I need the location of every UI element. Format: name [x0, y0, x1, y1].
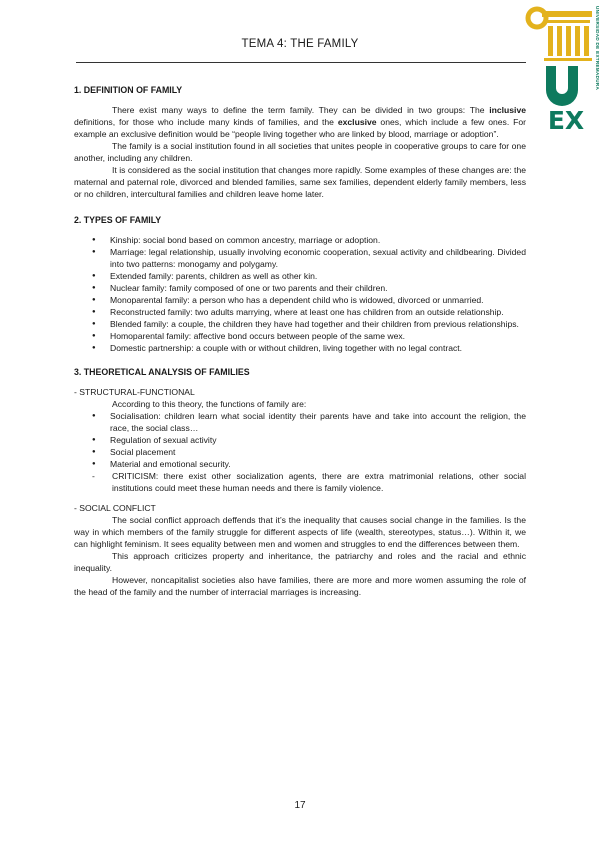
criticism-list — [74, 470, 526, 494]
list-item: ● Reconstructed family: two adults marrying, where at least one has children from an outside relationship. — [92, 306, 526, 318]
list-item: ● Social placement — [92, 446, 526, 458]
letters-ex-mark: EX — [547, 106, 585, 130]
page-header-title: TEMA 4: THE FAMILY — [241, 38, 359, 50]
column-emblem-icon — [528, 9, 592, 61]
page-number: 17 — [294, 800, 306, 811]
list-item: ● Blended family: a couple, the children they have had together and their children from previous relationships. — [92, 318, 526, 330]
list-item: ● Kinship: social bond based on common ancestry, marriage or adoption. — [92, 234, 526, 246]
subsection-title-conflict: - SOCIAL CONFLICT — [74, 503, 156, 513]
list-item: ● Extended family: parents, children as well as other kin. — [92, 270, 526, 282]
types-list — [74, 234, 526, 354]
text-run: ones, which include a few ones. For example an exclusive definition would be “people living together who are linked by blood, marriage or adoption”. — [74, 117, 526, 139]
list-item: ● Regulation of sexual activity — [92, 434, 526, 446]
text-run: definitions, for those who include many kinds of families, and the — [74, 117, 338, 127]
subsection-title-structural: - STRUCTURAL-FUNCTIONAL — [74, 387, 195, 397]
paragraph: It is considered as the social institution that changes more rapidly. Some examples of these changes are: the maternal and paternal role, divorced and blended families, same sex families, dependent elderly family members, less or no children, intercultural families and children leave home later. — [74, 165, 526, 199]
university-logo — [524, 6, 596, 130]
university-name-vertical: UNIVERSIDAD DE EXTREMADURA — [595, 6, 600, 91]
list-item: ● Monoparental family: a person who has a dependent child who is widowed, divorced or unmarried. — [92, 294, 526, 306]
section-heading-theoretical: 3. THEORETICAL ANALYSIS OF FAMILIES — [74, 367, 250, 377]
list-item: ● Domestic partnership: a couple with or without children, living together with no legal contract. — [92, 342, 526, 354]
paragraph: The family is a social institution found in all societies that unites people in cooperative groups to care for one another, including any children. — [74, 141, 526, 163]
list-item: ● Socialisation: children learn what social identity their parents have and take into account the religion, the race, the social class… — [92, 410, 526, 434]
paragraph: This approach criticizes property and inheritance, the patriarchy and roles and the racial and ethnic inequality. — [74, 551, 526, 573]
list-item: ● Nuclear family: family composed of one or two parents and their children. — [92, 282, 526, 294]
list-item: ● Marriage: legal relationship, usually involving economic cooperation, sexual activity and childbearing. Divided into two patterns: monogamy and polygamy. — [92, 246, 526, 270]
bold-term-inclusive: inclusive — [489, 105, 526, 115]
paragraph: However, noncapitalist societies also have families, there are more and more women assuming the role of the head of the family and the number of interracial marriages is increasing. — [74, 575, 526, 597]
main-content — [74, 84, 526, 598]
section-heading-definition: 1. DEFINITION OF FAMILY — [74, 85, 183, 95]
paragraph: The social conflict approach deffends that it’s the inequality that causes social change in the families. Is the way in which members of the family struggle for different aspects of life (wealth, stereotypes, status…). Within it, we can highlight feminism. It sees equality between men and women and struggles to end the differences between them. — [74, 515, 526, 549]
section-heading-types: 2. TYPES OF FAMILY — [74, 215, 162, 225]
bold-term-exclusive: exclusive — [337, 117, 377, 127]
list-item: ● Material and emotional security. — [92, 458, 526, 470]
list-item: - CRITICISM: there exist other socialization agents, there are extra matrimonial relations, other social institutions could meet these human needs and there is family violence. — [92, 470, 526, 494]
paragraph — [74, 104, 526, 140]
list-item: ● Homoparental family: affective bond occurs between people of the same wex. — [92, 330, 526, 342]
paragraph: According to this theory, the functions of family are: — [112, 399, 307, 409]
functions-list — [74, 410, 526, 470]
letter-u-mark — [546, 66, 578, 106]
header-divider — [76, 62, 526, 63]
text-run: There exist many ways to define the term family. They can be divided in two groups: The — [112, 105, 490, 115]
